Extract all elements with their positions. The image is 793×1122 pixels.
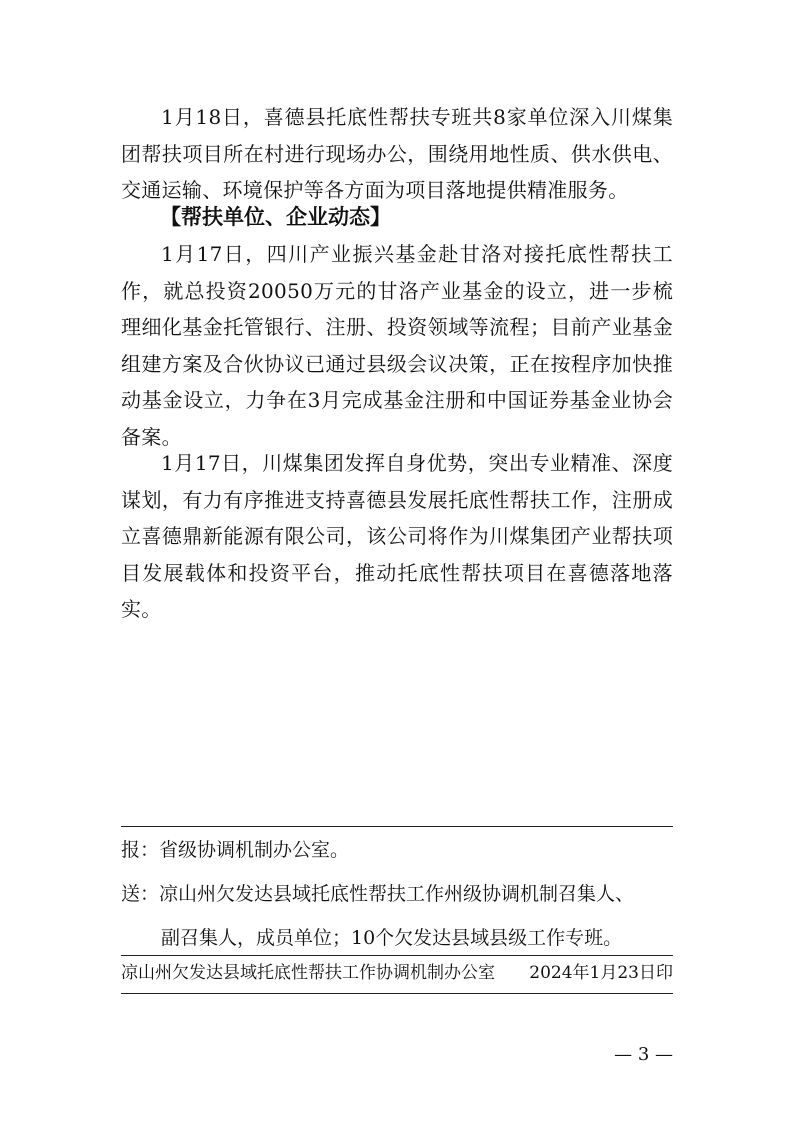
report-to-line: 报：省级协调机制办公室。 [121,839,350,861]
send-to-line: 送：凉山州欠发达县域托底性帮扶工作州级协调机制召集人、 [121,883,635,905]
print-date: 2024年1月23日印 [529,963,673,983]
section-heading: 【帮扶单位、企业动态】 [160,205,391,229]
footer-top-rule [121,955,673,956]
send-to-continuation: 副召集人，成员单位；10个欠发达县域县级工作专班。 [161,927,623,949]
paragraph-coal-group: 1月17日，川煤集团发挥自身优势，突出专业精准、深度谋划，有力有序推进支持喜德县发展托底性帮扶工作，注册成立喜德鼎新能源有限公司，该公司将作为川煤集团产业帮扶项目发展载体和投资平台，推动托底性帮扶项目在喜德落地落实。 [121,451,673,621]
print-footer [121,958,673,988]
footer-bottom-rule [121,993,673,994]
paragraph-site-office: 1月18日，喜德县托底性帮扶专班共8家单位深入川煤集团帮扶项目所在村进行现场办公，围绕用地性质、供水供电、交通运输、环境保护等各方面为项目落地提供精准服务。 [121,105,673,202]
page-number: — 3 — [614,1044,673,1065]
paragraph-industry-fund: 1月17日，四川产业振兴基金赴甘洛对接托底性帮扶工作，就总投资20050万元的甘洛产业基金的设立，进一步梳理细化基金托管银行、注册、投资领域等流程；目前产业基金组建方案及合伙协议已通过县级会议决策，正在按程序加快推动基金设立，力争在3月完成基金注册和中国证券基金业协会备案。 [121,242,673,449]
distribution-top-rule [121,826,673,827]
issuer-name: 凉山州欠发达县域托底性帮扶工作协调机制办公室 [121,963,495,983]
distribution-block [121,828,681,960]
